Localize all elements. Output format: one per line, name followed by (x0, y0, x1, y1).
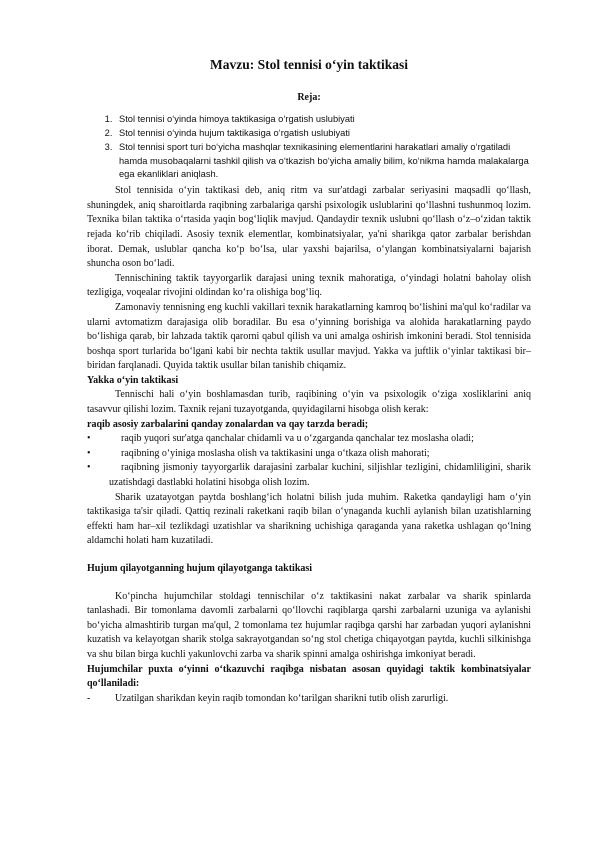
bullet-icon: • (87, 433, 91, 445)
heading-attack-vs-attack: Hujum qilayotganning hujum qilayotganga taktikasi (87, 563, 313, 575)
dash-item (87, 692, 531, 707)
dash-text: Uzatilgan sharikdan keyin raqib tomondan ko‘tarilgan sharikni tutib olish zarurligi. (115, 692, 449, 704)
bullet-item (87, 447, 531, 462)
paragraph-intro: Stol tennisida o‘yin taktikasi deb, aniq ritm va sur'atdagi zarbalar seriyasini maqsadli qo‘llash, shuningdek, aniq sharoitlarda raqibning zarbalariga qarshi psixologik uslublarini qo‘llashni tushunmoq lozim. Texnika bilan taktika o‘rtasida yaqin bog‘liqlik mavjud. Qandaydir texnik uslubni qo‘llash o‘z–o‘zidan taktik rejada ko‘rib chiqiladi. Asosiy texnik elementlar, kombinatsiyalar, ya'ni sharikga qator zarbalar berishdan iborat. Demak, uslublar qancha ko‘p bo‘lsa, ular yaxshi bajarilsa, o‘ylangan kombinatsiyalarni bajarish shuncha oson bo‘ladi. (87, 185, 531, 270)
paragraph-serve-position: Sharik uzatayotgan paytda boshlang‘ich holatni bilish juda muhim. Raketka qandayligi ham o‘yin taktikasiga ta'sir qiladi. Qattiq rezinali raketkani raqib bilan o‘ynaganda kuchli aylanish bilan uzatishlarning effekti ham har–xil tezlikdagi uzatishlar va sharikning uchishiga qaraganda yana raketka ushlagan qo‘lning aldamchi holati ham kuzatiladi. (87, 491, 531, 547)
plan-heading: Reja: (297, 91, 321, 103)
plan-item: 1. Stol tennisi o‘yinda himoya taktikasiga o‘rgatish uslubiyati (115, 113, 531, 127)
paragraph-tactical-level: Tennischining taktik tayyorgarlik darajasi uning texnik mahoratiga, o‘yindagi holatni baholay olish tezligiga, voqealar rivojini oldindan ko‘ra olishiga bog‘liq. (87, 272, 531, 299)
bullet-text: raqib yuqori sur'atga qanchalar chidamli va u o‘zgarganda qanchalar tez moslasha oladi; (121, 433, 474, 445)
paragraph-preparation: Tennischi hali o‘yin boshlamasdan turib, raqibining o‘yin va psixologik o‘ziga xosliklarini aniq tasavvur qilishi lozim. Taxnik rejani tuzayotganda, quyidagilarni hisobga olish kerak: (87, 389, 531, 416)
bullet-text: raqibning o‘yiniga moslasha olish va taktikasini unga o‘tkaza olish mahorati; (121, 447, 430, 459)
heading-singles-tactics: Yakka o‘yin taktikasi (87, 374, 179, 386)
bullet-icon: • (87, 447, 91, 459)
bullet-item (87, 461, 531, 490)
plan-item: 3. Stol tennisi sport turi bo‘yicha mashqlar texnikasining elementlarini harakatlari amaliy o‘rgatiladi hamda musobaqalarni tashkil qilish va o‘tkazish bo‘yicha amaliy bilim, ko‘nikma hamda malakalarga ega ekanliklari aniqlash. (115, 141, 531, 182)
document-title: Mavzu: Stol tennisi o‘yin taktikasi (209, 57, 409, 72)
paragraph-modern-tennis: Zamonaviy tennisning eng kuchli vakillari texnik harakatlarning kamroq bo‘lishini ma'qul ko‘radilar va ularni avtomatizm darajasiga olib boradilar. Bu esa o‘yinning borishiga va alohida harakatlarning paydo bo‘lishiga qarab, bir lahzada taktik qarorni qabul qilish va uni amalga oshirish imkonini beradi. Stol tennisida boshqa sport turlarida bo‘lgani kabi bir nechta taktik usullar mavjud. Yakka va juftlik o‘yinlar taktikasi bir–biridan farqlanadi. Quyida taktik usullar bilan tanishib chiqamiz. (87, 301, 531, 372)
paragraph-attackers: Ko‘pincha hujumchilar stoldagi tennischilar o‘z taktikasini nakat zarbalar va sharik spinlarda tanlashadi. Bir tomonlama davomli zarbalarni qo‘llovchi raqiblarga qarshi zarbalarni uzuniga va aylanishi bo‘yicha almashtirib turgan ma'qul, 2 tomonlama tez hujumlar raqibga qarshi har zarbadan yuqori aylanishni kuzatish va kelayotgan sharik stolga sakrayotgandan so‘ng stol chetiga chiqayotgan paytda, kuchli silkinishga va shu bilan birga kuchli yakunlovchi zarba va sharik spinni amalga oshirishga imkoniyat beradi. (87, 590, 531, 660)
heading-opponent-zones: raqib asosiy zarbalarini qanday zonalardan va qay tarzda beradi; (87, 418, 369, 430)
bullet-text: raqibning jismoniy tayyorgarlik darajasini zarbalar kuchini, siljishlar tezligini, chidamliligini, sharik uzatishdagi dastlabki holatini hisobga olish lozim. (109, 462, 531, 489)
document-page (87, 58, 531, 706)
plan-item: 2. Stol tennisi o‘yinda hujum taktikasiga o‘rgatish uslubiyati (115, 127, 531, 141)
dash-icon: - (87, 692, 91, 704)
heading-combinations: Hujumchilar puxta o‘yinni o‘tkazuvchi raqibga nisbatan asosan quyidagi taktik kombinatsiyalar qo‘llaniladi: (87, 663, 531, 690)
bullet-item (87, 432, 531, 447)
bullet-icon: • (87, 462, 91, 474)
plan-list (87, 113, 531, 182)
